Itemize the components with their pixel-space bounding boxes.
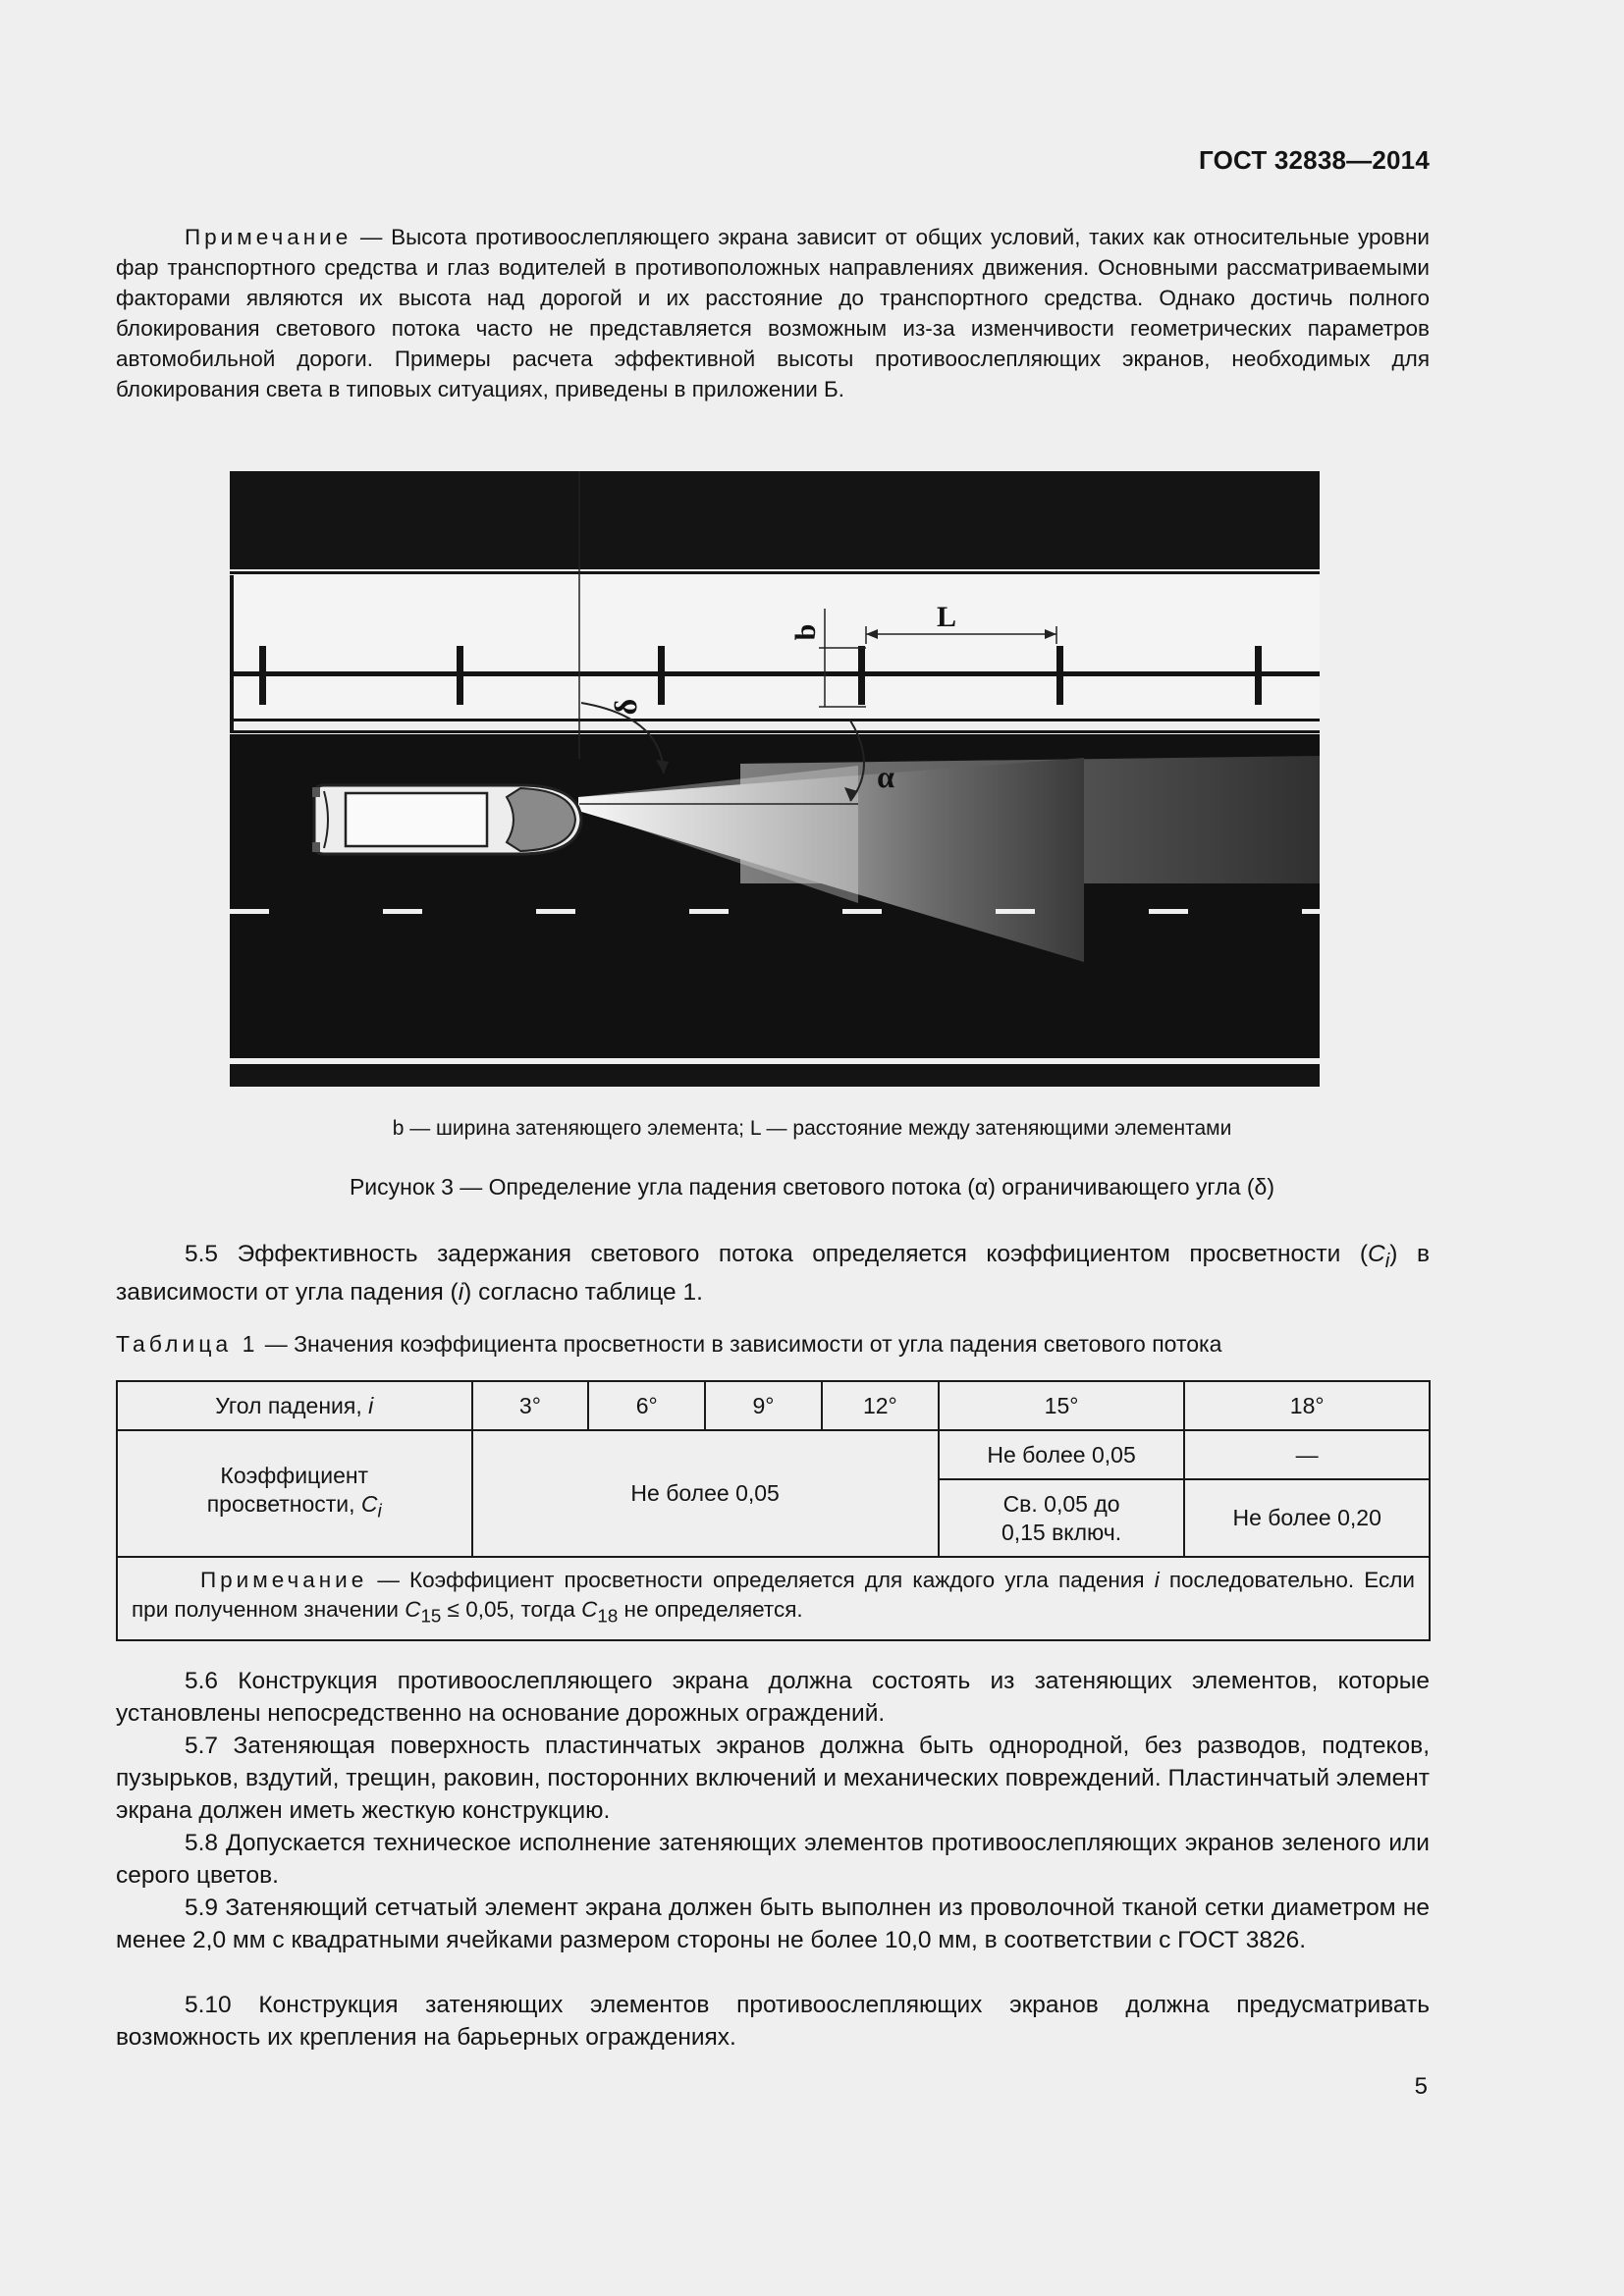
paragraph-5-9: 5.9 Затеняющий сетчатый элемент экрана должен быть выполнен из проволочной тканой сетки диаметром не менее 2,0 мм с квадратными ячейками размером стороны не более 10,0 мм, в соответствии с ГОСТ 3826. [116, 1895, 1430, 1953]
barrier-post [259, 646, 266, 705]
label-alpha: α [877, 759, 894, 794]
paragraph-5-6: 5.6 Конструкция противоослепляющего экрана должна состоять из затеняющих элементов, которые установлены непосредственно на основание дорожных ограждений. [116, 1668, 1430, 1727]
merged-value-cell: Не более 0,05 [472, 1430, 939, 1557]
figure-caption: Рисунок 3 — Определение угла падения светового потока (α) ограничивающего угла (δ) [349, 1174, 1275, 1200]
table-note: Примечание — Коэффициент просветности определяется для каждого угла падения i последовательно. Если при полученном значении $C_{15} \le 0,05$, тогда $C_{18}$ не определяется. [117, 1557, 1430, 1640]
road-top-band [230, 471, 1320, 569]
paragraph-5-7: 5.7 Затеняющая поверхность пластинчатых экранов должна быть однородной, без разводов, подтеков, пузырьков, вздутий, трещин, раковин, посторонних включений и механических повреждений. Пластинчатый элемент экрана должен иметь жесткую конструкцию. [116, 1733, 1430, 1824]
paragraph-5-8: 5.8 Допускается техническое исполнение затеняющих элементов противоослепляющих экранов зеленого или серого цветов. [116, 1830, 1430, 1889]
document-header: ГОСТ 32838—2014 [1199, 145, 1430, 175]
barrier-post [1056, 646, 1063, 705]
header-cell: 6° [588, 1381, 705, 1430]
header-cell: 12° [822, 1381, 939, 1430]
road-bottom-band [230, 1064, 1320, 1087]
table-row [117, 1430, 1430, 1479]
road-edge-bottom [230, 1058, 1320, 1062]
table-header-row [117, 1381, 1430, 1430]
table-title: Таблица 1 — Значения коэффициента просветности в зависимости от угла падения светового потока [116, 1331, 1222, 1357]
barrier-rail [230, 671, 1320, 676]
paragraph-5-5: 5.5 Эффективность задержания светового потока определяется коэффициентом просветности $(C_i)$ в зависимости от угла падения (i) согласно таблице 1. [116, 1241, 1431, 1306]
road-top-line [230, 571, 1320, 574]
paragraph-5-10: 5.10 Конструкция затеняющих элементов противоослепляющих экранов должна предусматривать возможность их крепления на барьерных ограждениях. [116, 1992, 1430, 2051]
header-cell: 15° [939, 1381, 1185, 1430]
note-text: — Высота противоослепляющего экрана зависит от общих условий, таких как относительные уровни фар транспортного средства и глаз водителей в противоположных направлениях движения. Основными рассматриваемыми факторами являются их высота над дорогой и их расстояние до транспортного средства. Однако достичь полного блокирования светового потока часто не представляется возможным из-за изменчивости геометрических параметров автомобильной дороги. Примеры расчета эффективной высоты противоослепляющих экранов, необходимых для блокирования света в типовых ситуациях, приведены в приложении Б. [116, 225, 1430, 401]
car-icon [312, 785, 581, 854]
figure-3-diagram [230, 471, 1320, 1087]
note-label: Примечание [185, 225, 352, 249]
value-cell: Не более 0,20 [1184, 1479, 1430, 1557]
screen-zone [230, 575, 1320, 722]
label-delta: δ [608, 698, 643, 716]
barrier-post [457, 646, 463, 705]
barrier-post [858, 646, 865, 705]
label-b: b [789, 623, 822, 641]
value-cell: — [1184, 1430, 1430, 1479]
top-note [116, 222, 1430, 404]
row-label-cell: Коэффициент просветности, $C_i$ [117, 1430, 472, 1557]
barrier-post [658, 646, 665, 705]
data-table [116, 1380, 1431, 1641]
value-cell: Не более 0,05 [939, 1430, 1185, 1479]
figure-legend: b — ширина затеняющего элемента; L — расстояние между затеняющими элементами [392, 1117, 1232, 1140]
barrier-post [1255, 646, 1262, 705]
barrier-lower-line [230, 719, 1320, 721]
lane-separator [230, 730, 1320, 733]
value-cell: Св. 0,05 до 0,15 включ. [939, 1479, 1185, 1557]
header-cell: 18° [1184, 1381, 1430, 1430]
header-cell: 9° [705, 1381, 822, 1430]
table-note-row [117, 1557, 1430, 1640]
header-cell: Угол падения, i [117, 1381, 472, 1430]
header-cell: 3° [472, 1381, 589, 1430]
label-L: L [936, 601, 957, 633]
zone-left-edge [230, 575, 234, 732]
page-number: 5 [1414, 2073, 1428, 2100]
